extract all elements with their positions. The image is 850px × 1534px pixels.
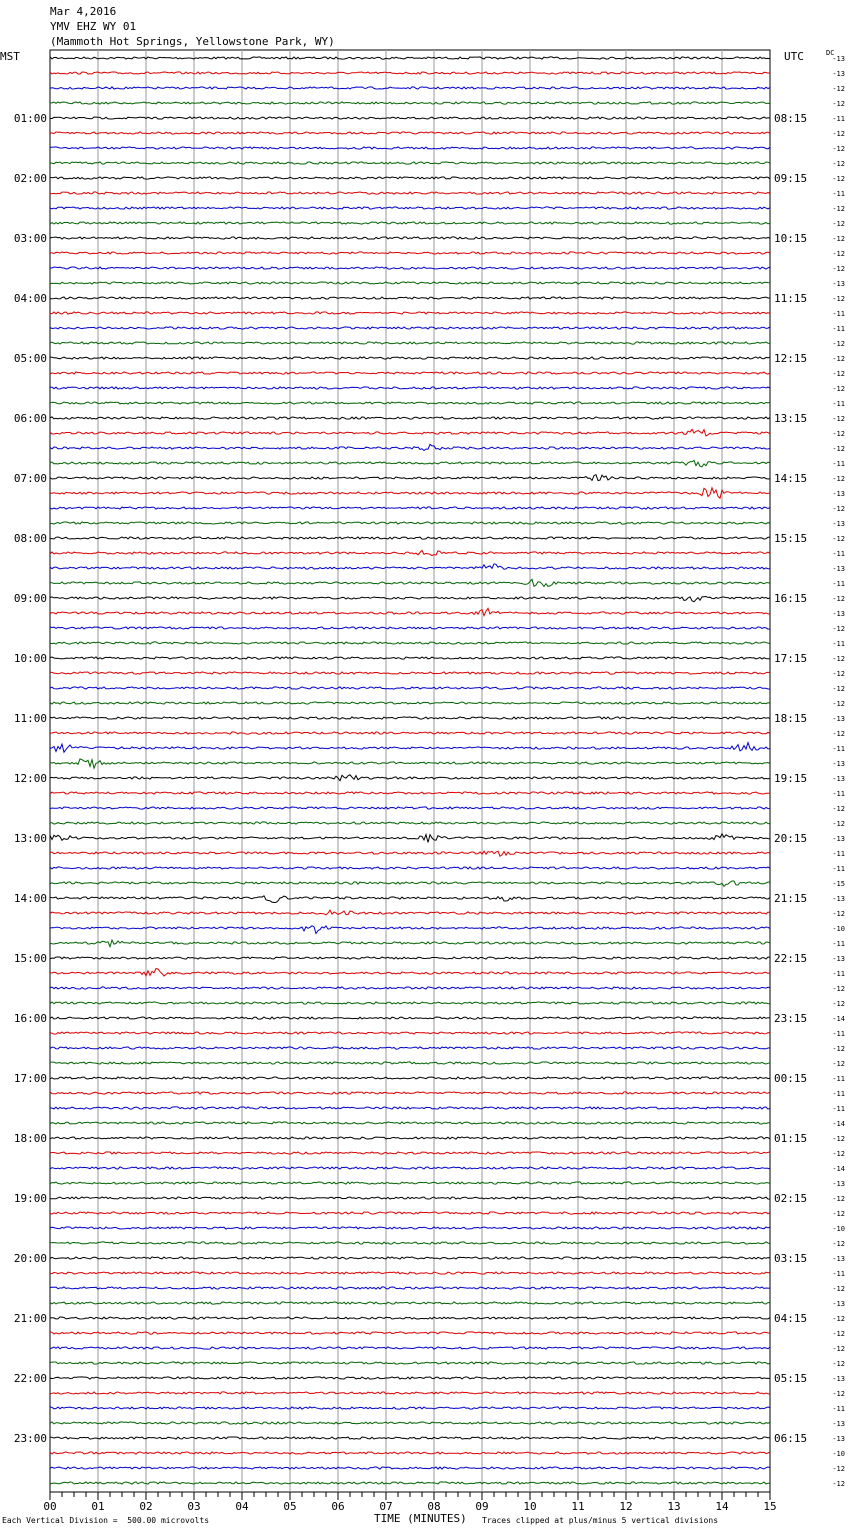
x-tick-label: 10 xyxy=(523,1500,537,1513)
dc-offset-label: -12 xyxy=(832,1315,845,1323)
dc-offset-label: -12 xyxy=(832,805,845,813)
mst-hour-label: 15:00 xyxy=(13,952,47,965)
dc-offset-label: -11 xyxy=(832,865,845,873)
trace-row xyxy=(50,775,770,781)
dc-offset-label: -12 xyxy=(832,445,845,453)
trace-row xyxy=(50,282,770,284)
trace-row xyxy=(50,1062,770,1064)
clip-note: Traces clipped at plus/minus 5 vertical divisions xyxy=(482,1516,719,1525)
trace-row xyxy=(50,608,770,615)
utc-hour-label: 09:15 xyxy=(774,172,808,185)
mst-hour-label: 12:00 xyxy=(13,772,47,785)
x-tick-label: 02 xyxy=(139,1500,153,1513)
trace-row xyxy=(50,1362,770,1364)
header-date: Mar 4,2016 xyxy=(50,5,117,18)
dc-offset-label: -12 xyxy=(832,505,845,513)
dc-offset-label: -13 xyxy=(832,1180,845,1188)
x-axis-title: TIME (MINUTES) xyxy=(374,1512,467,1525)
trace-row xyxy=(50,822,770,824)
utc-hour-label: 23:15 xyxy=(774,1012,808,1025)
trace-row xyxy=(50,687,770,689)
dc-offset-label: -12 xyxy=(832,1210,845,1218)
dc-offset-label: -11 xyxy=(832,1090,845,1098)
x-tick-label: 13 xyxy=(667,1500,681,1513)
dc-offset-label: -13 xyxy=(832,775,845,783)
trace-row xyxy=(50,1032,770,1034)
utc-hour-label: 13:15 xyxy=(774,412,808,425)
trace-row xyxy=(50,1347,770,1349)
dc-offset-label: -12 xyxy=(832,235,845,243)
trace-row xyxy=(50,192,770,194)
trace-row xyxy=(50,743,770,753)
trace-row xyxy=(50,429,770,436)
mst-hour-label: 08:00 xyxy=(13,532,47,545)
header-location: (Mammoth Hot Springs, Yellowstone Park, WY) xyxy=(50,35,335,48)
mst-hour-label: 11:00 xyxy=(13,712,47,725)
dc-offset-label: -12 xyxy=(832,910,845,918)
dc-offset-label: -12 xyxy=(832,295,845,303)
mst-axis-label: MST xyxy=(0,50,20,63)
dc-offset-label: -14 xyxy=(832,1165,845,1173)
dc-offset-label: -12 xyxy=(832,100,845,108)
dc-offset-label: -12 xyxy=(832,535,845,543)
dc-offset-label: -12 xyxy=(832,265,845,273)
trace-row xyxy=(50,1452,770,1454)
dc-offset-label: -11 xyxy=(832,1105,845,1113)
dc-offset-label: -11 xyxy=(832,1030,845,1038)
mst-hour-label: 03:00 xyxy=(13,232,47,245)
dc-offset-label: -12 xyxy=(832,1195,845,1203)
trace-row xyxy=(50,792,770,794)
dc-offset-label: -12 xyxy=(832,475,845,483)
trace-row xyxy=(50,1377,770,1379)
dc-offset-label: -12 xyxy=(832,160,845,168)
trace-row xyxy=(50,117,770,119)
dc-offset-label: -10 xyxy=(832,925,845,933)
dc-offset-label: -13 xyxy=(832,55,845,63)
trace-row xyxy=(50,1242,770,1244)
dc-offset-label: -12 xyxy=(832,1150,845,1158)
utc-hour-label: 02:15 xyxy=(774,1192,808,1205)
dc-offset-label: -12 xyxy=(832,700,845,708)
dc-offset-label: -12 xyxy=(832,655,845,663)
trace-row xyxy=(50,1482,770,1484)
dc-offset-label: -12 xyxy=(832,670,845,678)
mst-hour-label: 18:00 xyxy=(13,1132,47,1145)
dc-offset-label: -13 xyxy=(832,565,845,573)
x-tick-label: 11 xyxy=(571,1500,585,1513)
trace-row xyxy=(50,1422,770,1424)
dc-offset-label: -11 xyxy=(832,940,845,948)
trace-row xyxy=(50,1302,770,1304)
mst-hour-label: 20:00 xyxy=(13,1252,47,1265)
dc-offset-label: -13 xyxy=(832,490,845,498)
trace-row xyxy=(50,342,770,344)
mst-hour-label: 17:00 xyxy=(13,1072,47,1085)
dc-offset-label: -13 xyxy=(832,955,845,963)
utc-hour-label: 16:15 xyxy=(774,592,808,605)
trace-row xyxy=(50,1467,770,1469)
dc-offset-label: -12 xyxy=(832,220,845,228)
dc-offset-label: -13 xyxy=(832,280,845,288)
dc-offset-label: -12 xyxy=(832,1045,845,1053)
mst-hour-label: 09:00 xyxy=(13,592,47,605)
x-tick-label: 03 xyxy=(187,1500,201,1513)
dc-offset-label: -11 xyxy=(832,1075,845,1083)
trace-row xyxy=(50,672,770,674)
x-tick-label: 14 xyxy=(715,1500,729,1513)
dc-offset-label: -12 xyxy=(832,175,845,183)
utc-hour-label: 08:15 xyxy=(774,112,808,125)
dc-offset-label: -12 xyxy=(832,1135,845,1143)
dc-offset-label: -12 xyxy=(832,130,845,138)
trace-row xyxy=(50,1437,770,1439)
trace-row xyxy=(50,357,770,359)
dc-offset-label: -15 xyxy=(832,880,845,888)
utc-hour-label: 10:15 xyxy=(774,232,808,245)
x-tick-label: 09 xyxy=(475,1500,489,1513)
trace-row xyxy=(50,1392,770,1394)
trace-row xyxy=(50,926,770,934)
trace-row xyxy=(50,1317,770,1319)
trace-row xyxy=(50,1287,770,1289)
mst-hour-label: 04:00 xyxy=(13,292,47,305)
trace-row xyxy=(50,132,770,134)
dc-offset-label: -11 xyxy=(832,460,845,468)
utc-axis-label: UTC xyxy=(784,50,804,63)
dc-offset-label: -13 xyxy=(832,715,845,723)
trace-row xyxy=(50,488,770,499)
trace-row xyxy=(50,72,770,74)
trace-row xyxy=(50,1002,770,1004)
trace-row xyxy=(50,237,770,239)
trace-row xyxy=(50,564,770,569)
dc-offset-label: -11 xyxy=(832,790,845,798)
trace-row xyxy=(50,1332,770,1334)
dc-offset-label: -12 xyxy=(832,205,845,213)
utc-hour-label: 22:15 xyxy=(774,952,808,965)
utc-hour-label: 12:15 xyxy=(774,352,808,365)
trace-row xyxy=(50,460,770,466)
dc-offset-label: -12 xyxy=(832,385,845,393)
dc-offset-label: -11 xyxy=(832,115,845,123)
dc-offset-label: -12 xyxy=(832,1390,845,1398)
trace-row xyxy=(50,444,770,450)
mst-hour-label: 16:00 xyxy=(13,1012,47,1025)
trace-row xyxy=(50,1017,770,1019)
dc-offset-label: -11 xyxy=(832,745,845,753)
dc-offset-label: -13 xyxy=(832,70,845,78)
utc-hour-label: 15:15 xyxy=(774,532,808,545)
utc-hour-label: 00:15 xyxy=(774,1072,808,1085)
trace-row xyxy=(50,957,770,959)
dc-offset-label: -12 xyxy=(832,1060,845,1068)
trace-row xyxy=(50,507,770,509)
dc-offset-label: -11 xyxy=(832,550,845,558)
utc-hour-label: 04:15 xyxy=(774,1312,808,1325)
dc-offset-label: -13 xyxy=(832,1435,845,1443)
trace-row xyxy=(50,702,770,704)
utc-hour-label: 01:15 xyxy=(774,1132,808,1145)
trace-row xyxy=(50,732,770,734)
dc-offset-label: -10 xyxy=(832,1225,845,1233)
dc-offset-label: -13 xyxy=(832,895,845,903)
trace-row xyxy=(50,1152,770,1154)
utc-hour-label: 17:15 xyxy=(774,652,808,665)
trace-row xyxy=(50,372,770,374)
mst-hour-label: 13:00 xyxy=(13,832,47,845)
dc-offset-label: -10 xyxy=(832,1450,845,1458)
plot-frame xyxy=(50,50,770,1492)
trace-row xyxy=(50,537,770,539)
trace-row xyxy=(50,522,770,524)
dc-offset-label: -13 xyxy=(832,1300,845,1308)
dc-offset-label: -13 xyxy=(832,835,845,843)
trace-row xyxy=(50,1092,770,1094)
trace-row xyxy=(50,177,770,179)
dc-offset-label: -11 xyxy=(832,1270,845,1278)
trace-row xyxy=(50,969,770,976)
trace-row xyxy=(50,57,770,59)
header-station: YMV EHZ WY 01 xyxy=(50,20,137,33)
trace-row xyxy=(50,267,770,269)
dc-offset-label: -12 xyxy=(832,595,845,603)
dc-offset-label: -11 xyxy=(832,850,845,858)
dc-offset-label: -11 xyxy=(832,970,845,978)
trace-row xyxy=(50,417,770,419)
trace-row xyxy=(50,896,770,903)
trace-row xyxy=(50,1167,770,1169)
utc-hour-label: 03:15 xyxy=(774,1252,808,1265)
dc-offset-label: -12 xyxy=(832,355,845,363)
mst-hour-label: 02:00 xyxy=(13,172,47,185)
mst-hour-label: 22:00 xyxy=(13,1372,47,1385)
trace-row xyxy=(50,327,770,329)
trace-row xyxy=(50,1407,770,1409)
x-tick-label: 15 xyxy=(763,1500,777,1513)
dc-offset-label: -13 xyxy=(832,610,845,618)
dc-offset-label: -12 xyxy=(832,730,845,738)
trace-row xyxy=(50,987,770,989)
mst-hour-label: 05:00 xyxy=(13,352,47,365)
x-tick-label: 07 xyxy=(379,1500,393,1513)
dc-offset-label: -13 xyxy=(832,1255,845,1263)
trace-row xyxy=(50,807,770,809)
x-tick-label: 04 xyxy=(235,1500,249,1513)
dc-offset-label: -12 xyxy=(832,1000,845,1008)
trace-row xyxy=(50,387,770,389)
x-tick-label: 00 xyxy=(43,1500,57,1513)
dc-offset-label: -12 xyxy=(832,1465,845,1473)
mst-hour-label: 23:00 xyxy=(13,1432,47,1445)
trace-row xyxy=(50,1137,770,1139)
trace-row xyxy=(50,1227,770,1229)
x-tick-label: 06 xyxy=(331,1500,345,1513)
trace-row xyxy=(50,1122,770,1124)
mst-hour-label: 10:00 xyxy=(13,652,47,665)
x-tick-label: 08 xyxy=(427,1500,441,1513)
trace-row xyxy=(50,627,770,629)
trace-row xyxy=(50,207,770,209)
trace-row xyxy=(50,940,770,947)
trace-row xyxy=(50,881,770,886)
trace-row xyxy=(50,851,770,856)
utc-hour-label: 06:15 xyxy=(774,1432,808,1445)
trace-row xyxy=(50,551,770,556)
dc-offset-label: -12 xyxy=(832,430,845,438)
trace-row xyxy=(50,402,770,404)
trace-row xyxy=(50,147,770,149)
dc-offset-label: -12 xyxy=(832,1330,845,1338)
trace-row xyxy=(50,1257,770,1259)
x-tick-label: 01 xyxy=(91,1500,105,1513)
mst-hour-label: 06:00 xyxy=(13,412,47,425)
mst-hour-label: 07:00 xyxy=(13,472,47,485)
trace-row xyxy=(50,222,770,224)
dc-offset-label: -11 xyxy=(832,310,845,318)
trace-row xyxy=(50,910,770,915)
dc-offset-label: -11 xyxy=(832,580,845,588)
trace-row xyxy=(50,642,770,644)
dc-offset-label: -12 xyxy=(832,415,845,423)
utc-hour-label: 11:15 xyxy=(774,292,808,305)
dc-offset-label: -12 xyxy=(832,985,845,993)
scale-note: Each Vertical Division = 500.00 microvolts xyxy=(2,1516,210,1525)
dc-offset-label: -13 xyxy=(832,520,845,528)
dc-offset-label: -13 xyxy=(832,760,845,768)
x-tick-label: 12 xyxy=(619,1500,633,1513)
trace-row xyxy=(50,657,770,659)
trace-row xyxy=(50,1272,770,1274)
dc-offset-label: -12 xyxy=(832,1285,845,1293)
utc-hour-label: 05:15 xyxy=(774,1372,808,1385)
dc-offset-label: -11 xyxy=(832,325,845,333)
trace-row xyxy=(50,1077,770,1079)
mst-hour-label: 01:00 xyxy=(13,112,47,125)
trace-row xyxy=(50,1212,770,1214)
trace-row xyxy=(50,162,770,164)
trace-row xyxy=(50,1047,770,1049)
dc-offset-label: -12 xyxy=(832,370,845,378)
trace-row xyxy=(50,312,770,314)
trace-row xyxy=(50,102,770,104)
dc-offset-label: -12 xyxy=(832,820,845,828)
trace-row xyxy=(50,252,770,254)
trace-row xyxy=(50,1182,770,1184)
dc-offset-label: -11 xyxy=(832,640,845,648)
trace-row xyxy=(50,1107,770,1109)
dc-offset-label: -12 xyxy=(832,1360,845,1368)
mst-hour-label: 14:00 xyxy=(13,892,47,905)
trace-row xyxy=(50,759,770,768)
trace-row xyxy=(50,579,770,586)
dc-offset-label: -12 xyxy=(832,625,845,633)
trace-row xyxy=(50,834,770,843)
dc-offset-label: -12 xyxy=(832,250,845,258)
dc-offset-label: -12 xyxy=(832,85,845,93)
trace-row xyxy=(50,1197,770,1199)
dc-offset-label: -11 xyxy=(832,400,845,408)
dc-offset-label: -12 xyxy=(832,1240,845,1248)
utc-hour-label: 14:15 xyxy=(774,472,808,485)
dc-offset-label: -12 xyxy=(832,685,845,693)
trace-row xyxy=(50,597,770,602)
trace-row xyxy=(50,475,770,481)
mst-hour-label: 21:00 xyxy=(13,1312,47,1325)
trace-row xyxy=(50,717,770,719)
dc-offset-label: -12 xyxy=(832,1345,845,1353)
dc-offset-label: -12 xyxy=(832,145,845,153)
dc-offset-label: -13 xyxy=(832,1375,845,1383)
dc-label: DC xyxy=(826,49,835,57)
dc-offset-label: -11 xyxy=(832,190,845,198)
utc-hour-label: 18:15 xyxy=(774,712,808,725)
utc-hour-label: 19:15 xyxy=(774,772,808,785)
utc-hour-label: 21:15 xyxy=(774,892,808,905)
dc-offset-label: -12 xyxy=(832,1480,845,1488)
dc-offset-label: -11 xyxy=(832,1405,845,1413)
x-tick-label: 05 xyxy=(283,1500,297,1513)
trace-row xyxy=(50,87,770,89)
trace-row xyxy=(50,867,770,869)
utc-hour-label: 20:15 xyxy=(774,832,808,845)
mst-hour-label: 19:00 xyxy=(13,1192,47,1205)
dc-offset-label: -13 xyxy=(832,1420,845,1428)
trace-row xyxy=(50,297,770,299)
dc-offset-label: -14 xyxy=(832,1120,845,1128)
dc-offset-label: -12 xyxy=(832,340,845,348)
dc-offset-label: -14 xyxy=(832,1015,845,1023)
